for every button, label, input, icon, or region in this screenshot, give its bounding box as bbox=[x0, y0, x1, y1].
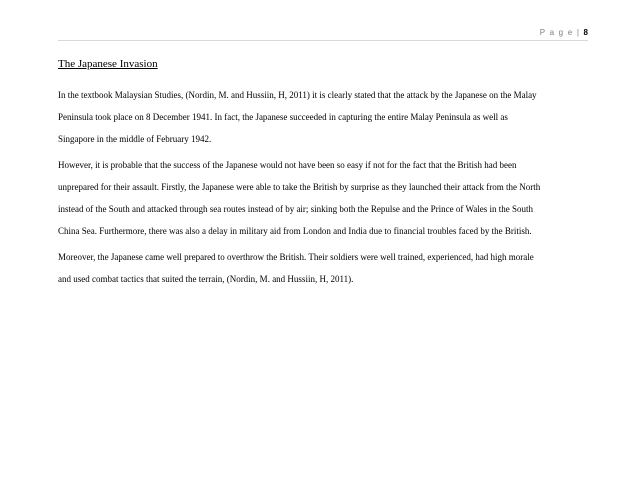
text-line: Singapore in the middle of February 1942. bbox=[58, 134, 212, 144]
page-label: P a g e | bbox=[539, 28, 581, 37]
text-line: Peninsula took place on 8 December 1941. In fact, the Japanese succeeded in capturing the entire Malay Peninsula as well as bbox=[58, 112, 508, 122]
text-line: However, it is probable that the success of the Japanese would not have been so easy if not for the fact that the British had been bbox=[58, 160, 517, 170]
paragraph-2 bbox=[58, 154, 598, 242]
section-title: The Japanese Invasion bbox=[58, 58, 158, 70]
text-line: instead of the South and attacked through sea routes instead of by air; sinking both the Repulse and the Prince of Wales in the South bbox=[58, 204, 534, 214]
page-header bbox=[540, 28, 588, 37]
paragraph-1 bbox=[58, 84, 598, 150]
text-line: China Sea. Furthermore, there was also a delay in military aid from London and India due to financial troubles faced by the British. bbox=[58, 226, 532, 236]
text-line: unprepared for their assault. Firstly, the Japanese were able to take the British by surprise as they launched their attack from the North bbox=[58, 182, 541, 192]
page-number: 8 bbox=[583, 28, 588, 37]
paragraph-3 bbox=[58, 246, 598, 290]
text-line: Moreover, the Japanese came well prepared to overthrow the British. Their soldiers were well trained, experienced, had high morale bbox=[58, 252, 534, 262]
header-divider bbox=[58, 40, 588, 41]
document-body bbox=[58, 58, 598, 294]
text-line: In the textbook Malaysian Studies, (Nordin, M. and Hussiin, H, 2011) it is clearly stated that the attack by the Japanese on the Malay bbox=[58, 90, 537, 100]
text-line: and used combat tactics that suited the terrain, (Nordin, M. and Hussiin, H, 2011). bbox=[58, 274, 354, 284]
